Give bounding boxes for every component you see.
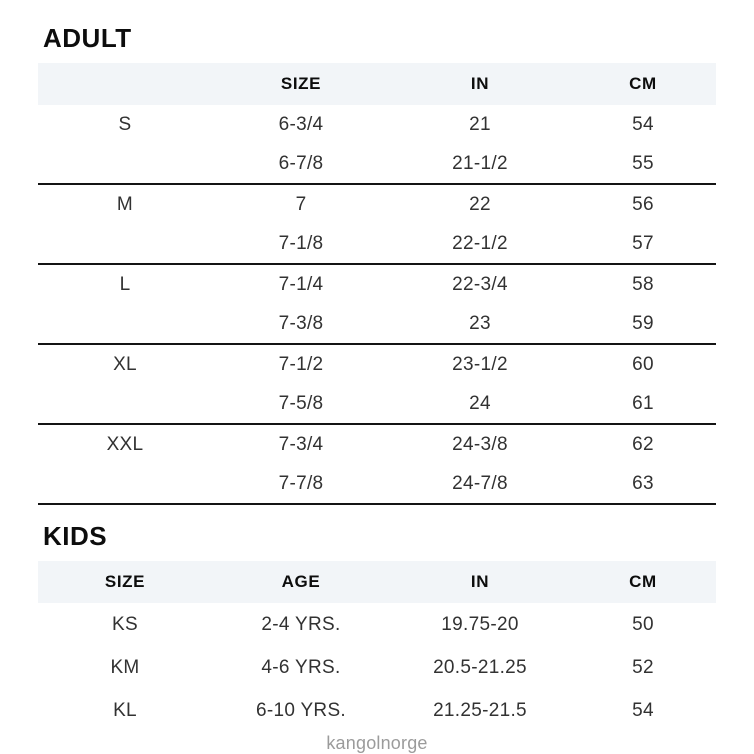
table-row — [38, 424, 716, 464]
kids-size-cell: KM — [110, 656, 140, 678]
kids-column-header-age: AGE — [212, 561, 390, 603]
kids-section — [38, 522, 716, 732]
kids-size-cell: KL — [113, 699, 137, 721]
adult-header-row — [38, 63, 716, 105]
inches-value-cell: 24-7/8 — [390, 464, 570, 504]
inches-value-cell: 22-1/2 — [390, 224, 570, 264]
size-group-label: XL — [113, 353, 137, 375]
table-row — [38, 464, 716, 504]
kids-column-header-in: IN — [390, 561, 570, 603]
size-group-label-empty — [38, 464, 212, 504]
inches-value-cell: 21-1/2 — [390, 144, 570, 184]
inches-value-cell: 22-3/4 — [452, 273, 508, 295]
cm-value-cell: 59 — [570, 304, 716, 344]
size-group-label: S — [118, 113, 132, 135]
kids-section-title: KIDS — [43, 521, 108, 551]
cm-value-cell: 57 — [570, 224, 716, 264]
kids-cm-cell: 52 — [632, 656, 654, 678]
adult-column-header-cm: CM — [570, 63, 716, 105]
kids-column-header-cm: CM — [570, 561, 716, 603]
adult-column-header-in: IN — [390, 63, 570, 105]
size-value-cell: 7-1/2 — [278, 353, 324, 375]
size-group-label: M — [116, 193, 134, 215]
adult-size-table — [38, 63, 716, 505]
table-row — [38, 184, 716, 224]
size-value-cell: 6-3/4 — [278, 113, 324, 135]
inches-value-cell: 24 — [390, 384, 570, 424]
table-row — [38, 646, 716, 689]
inches-value-cell: 23 — [390, 304, 570, 344]
inches-value-cell: 21 — [469, 113, 491, 135]
size-group-label-empty — [38, 384, 212, 424]
size-group-label-empty — [38, 144, 212, 184]
adult-section-title: ADULT — [43, 23, 132, 53]
size-group-label: XXL — [106, 433, 144, 455]
kids-inches-cell: 20.5-21.25 — [433, 656, 527, 678]
kids-inches-cell: 19.75-20 — [441, 613, 519, 635]
size-group-label-empty — [38, 304, 212, 344]
kids-age-cell: 6-10 YRS. — [255, 699, 346, 721]
size-value-cell: 7 — [295, 193, 307, 215]
adult-column-header-blank — [38, 63, 212, 105]
kids-cm-cell: 50 — [632, 613, 654, 635]
kids-column-header-size: SIZE — [38, 561, 212, 603]
size-group-label-empty — [38, 224, 212, 264]
kids-age-cell: 4-6 YRS. — [261, 656, 341, 678]
kids-size-table — [38, 561, 716, 732]
table-row — [38, 105, 716, 144]
size-value-cell: 7-3/8 — [212, 304, 390, 344]
adult-column-header-size: SIZE — [212, 63, 390, 105]
size-value-cell: 7-1/8 — [212, 224, 390, 264]
kids-inches-cell: 21.25-21.5 — [433, 699, 527, 721]
size-value-cell: 6-7/8 — [212, 144, 390, 184]
cm-value-cell: 62 — [632, 433, 654, 455]
table-row — [38, 603, 716, 646]
cm-value-cell: 58 — [632, 273, 654, 295]
table-row — [38, 144, 716, 184]
size-value-cell: 7-5/8 — [212, 384, 390, 424]
table-row — [38, 344, 716, 384]
size-value-cell: 7-3/4 — [278, 433, 324, 455]
cm-value-cell: 55 — [570, 144, 716, 184]
table-row — [38, 304, 716, 344]
inches-value-cell: 23-1/2 — [452, 353, 508, 375]
cm-value-cell: 60 — [632, 353, 654, 375]
cm-value-cell: 61 — [570, 384, 716, 424]
cm-value-cell: 56 — [632, 193, 654, 215]
size-group-label: L — [119, 273, 131, 295]
kids-cm-cell: 54 — [632, 699, 654, 721]
size-value-cell: 7-7/8 — [212, 464, 390, 504]
table-row — [38, 689, 716, 732]
kids-age-cell: 2-4 YRS. — [261, 613, 341, 635]
table-row — [38, 264, 716, 304]
kids-size-cell: KS — [112, 613, 138, 635]
size-value-cell: 7-1/4 — [278, 273, 324, 295]
inches-value-cell: 24-3/8 — [452, 433, 508, 455]
table-row — [38, 384, 716, 424]
kids-header-row — [38, 561, 716, 603]
adult-section — [38, 24, 716, 505]
inches-value-cell: 22 — [469, 193, 491, 215]
brand-footer: kangolnorge — [326, 733, 428, 753]
table-row — [38, 224, 716, 264]
cm-value-cell: 54 — [632, 113, 654, 135]
cm-value-cell: 63 — [570, 464, 716, 504]
